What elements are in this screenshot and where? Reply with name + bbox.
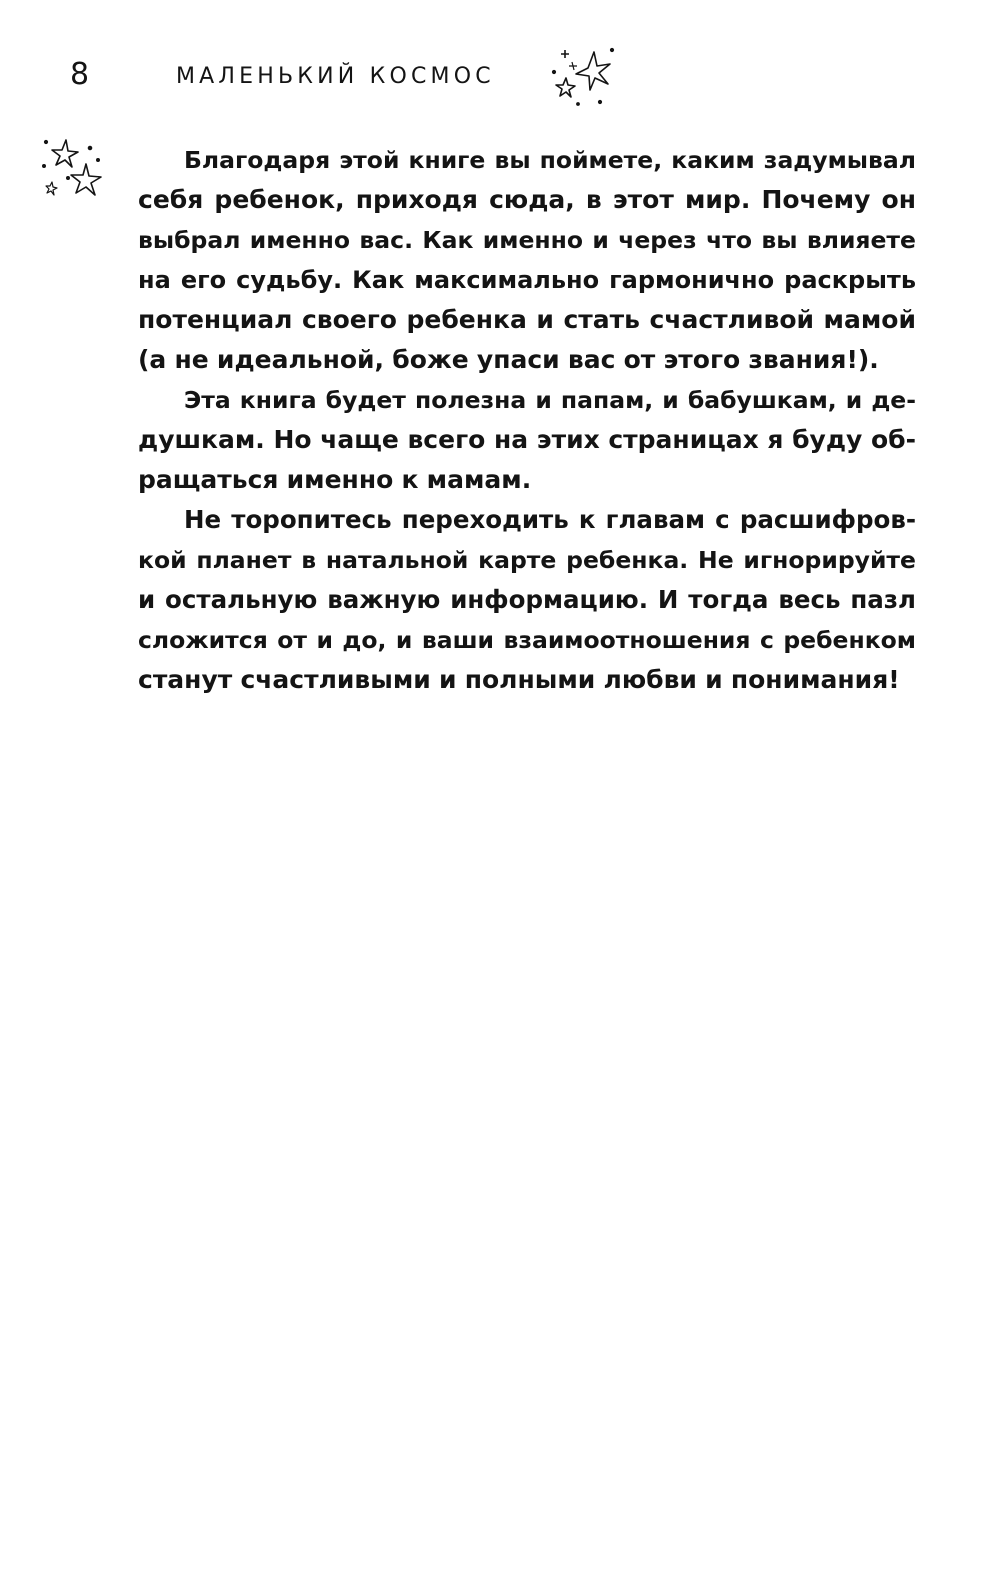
paragraph — [138, 140, 916, 380]
text-line: Эта книга будет полезна и папам, и бабушкам, и де- — [184, 386, 916, 414]
text-line: (а не идеальной, боже упаси вас от этого звания!). — [138, 345, 879, 374]
paragraph — [138, 500, 916, 700]
text-line: Не торопитесь переходить к главам с расшифров- — [184, 505, 916, 534]
text-line: на его судьбу. Как максимально гармонично раскрыть — [138, 266, 916, 294]
running-title: МАЛЕНЬКИЙ КОСМОС — [176, 64, 495, 89]
stars-ornament-icon — [548, 44, 618, 110]
text-line: выбрал именно вас. Как именно и через что вы влияете — [138, 226, 916, 254]
body-text — [138, 140, 916, 700]
text-line: кой планет в натальной карте ребенка. Не игнорируйте — [138, 546, 916, 574]
text-line: себя ребенок, приходя сюда, в этот мир. Почему он — [138, 185, 916, 214]
text-line: Благодаря этой книге вы поймете, каким задумывал — [184, 146, 916, 174]
text-line: ращаться именно к мамам. — [138, 465, 532, 494]
stars-ornament-icon — [40, 136, 106, 200]
text-line: сложится от и до, и ваши взаимоотношения с ребенком — [138, 626, 916, 654]
paragraph — [138, 380, 916, 500]
text-line: потенциал своего ребенка и стать счастливой мамой — [138, 305, 916, 334]
text-line: и остальную важную информацию. И тогда весь пазл — [138, 585, 916, 614]
page-number: 8 — [70, 57, 90, 92]
text-line: станут счастливыми и полными любви и понимания! — [138, 665, 900, 694]
text-line: душкам. Но чаще всего на этих страницах я буду об- — [138, 425, 916, 454]
